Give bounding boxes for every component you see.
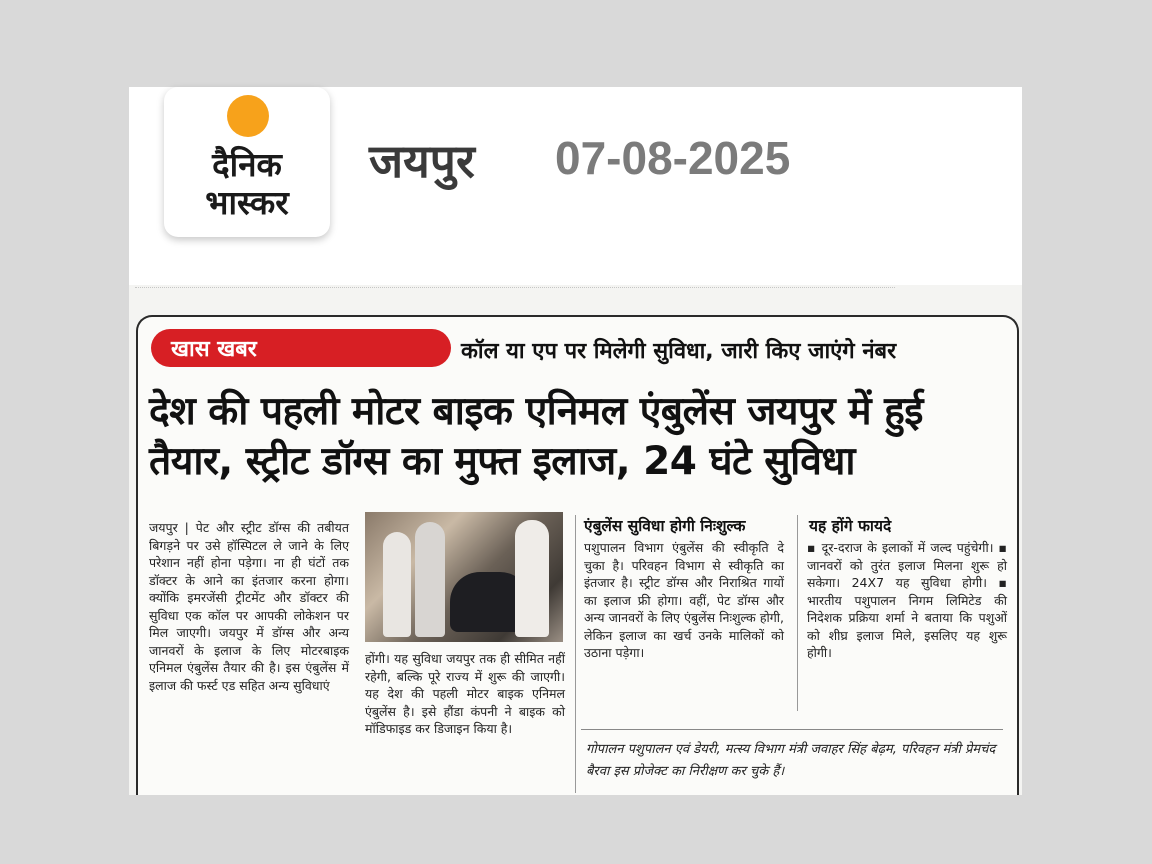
article-footer-note: गोपालन पशुपालन एवं डेयरी, मत्स्य विभाग मंत्री जवाहर सिंह बेढ़म, परिवहन मंत्री प्रेमचंद बैरवा इस प्रोजेक्ट का निरीक्षण कर चुके हैं। [586,742,996,779]
article-photo [365,512,563,642]
edition-city: जयपुर [369,134,475,188]
logo-text-line1: दैनिक [212,145,282,184]
publication-logo [164,87,330,237]
column-divider [797,515,798,711]
kicker-label: खास खबर [171,337,257,362]
article-subheadline: कॉल या एप पर मिलेगी सुविधा, जारी किए जाएंगे नंबर [461,339,897,364]
section-title-free-ambulance: एंबुलेंस सुविधा होगी निःशुल्क [584,517,746,535]
newspaper-page [129,87,1022,795]
cropped-previous-text [135,287,895,298]
logo-text-line2: भास्कर [205,183,289,222]
article-column-4: ▪ दूर-दराज के इलाकों में जल्द पहुंचेगी। ▪ जानवरों को तुरंत इलाज मिलना शुरू हो सकेगा। 24X7 यह सुविधा होगी। ▪ भारतीय पशुपालन निगम लिमिटेड की निदेशक प्रक्रिया शर्मा ने बताया कि पशुओं को शीघ्र इलाज मिले, इसलिए यह शुरू होगी। [807,540,1007,660]
article-headline: देश की पहली मोटर बाइक एनिमल एंबुलेंस जयपुर में हुई तैयार, स्ट्रीट डॉग्स का मुफ्त इलाज, 24 घंटे सुविधा [149,389,923,484]
column-divider [575,515,576,793]
photo-person [383,532,411,637]
edition-date: 07-08-2025 [555,132,791,184]
article-column-1: जयपुर | पेट और स्ट्रीट डॉग्स की तबीयत बिगड़ने पर उसे हॉस्पिटल ले जाने के लिए परेशान नहीं होना पड़ेगा। ना ही घंटों तक डॉक्टर के आने का इंतजार करना होगा। क्योंकि इमरजेंसी ट्रीटमेंट और डॉक्टर की सुविधा एक कॉल पर आपकी लोकेशन पर मिल जाएगी। जयपुर में डॉग्स और अन्य जानवरों के इलाज के लिए मोटरबाइक एनिमल एंबुलेंस तैयार की है। इस एंबुलेंस में इलाज की फर्स्ट एड सहित अन्य सुविधाएं [149,520,349,693]
footer-divider [581,729,1003,730]
section-title-benefits: यह होंगे फायदे [809,517,892,535]
sun-logo-icon [227,95,269,137]
photo-person [515,520,549,637]
photo-person [415,522,445,637]
article-column-3: पशुपालन विभाग एंबुलेंस की स्वीकृति दे चुका है। परिवहन विभाग से स्वीकृति का इंतजार है। स्ट्रीट डॉग्स और निराश्रित गायों का इलाज फ्री होगा। वहीं, पेट डॉग्स और अन्य जानवरों के लिए एंबुलेंस निःशुल्क होगी, लेकिन इलाज का खर्च उनके मालिकों को उठाना पड़ेगा। [584,540,784,660]
article-column-2: होंगी। यह सुविधा जयपुर तक ही सीमित नहीं रहेगी, बल्कि पूरे राज्य में शुरू की जाएगी। यह देश की पहली मोटर बाइक एनिमल एंबुलेंस है। इसे हौंडा कंपनी ने बाइक को मॉडिफाइड कर डिजाइन किया है। [365,651,565,736]
